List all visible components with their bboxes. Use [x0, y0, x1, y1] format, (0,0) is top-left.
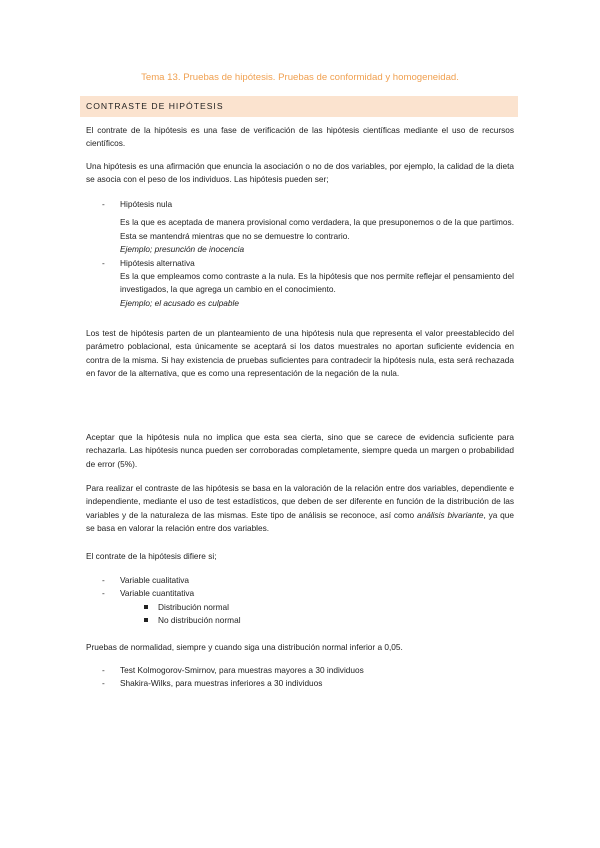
variable-label: Variable cuantitativa — [120, 588, 195, 599]
hypothesis-example: Ejemplo; presunción de inocencia — [120, 244, 245, 255]
hypothesis-example: Ejemplo; el acusado es culpable — [120, 297, 239, 308]
variables-list — [86, 574, 514, 628]
tests-list — [86, 664, 514, 691]
list-item — [86, 257, 514, 270]
list-item — [86, 664, 514, 677]
dash-bullet: - — [102, 575, 105, 585]
dash-bullet: - — [102, 199, 105, 209]
test-label: Shakira-Wilks, para muestras inferiores a 30 individuos — [120, 678, 323, 689]
test-label: Test Kolmogorov-Smirnov, para muestras mayores a 30 individuos — [120, 665, 364, 675]
paragraph-contrast — [86, 482, 514, 536]
section-header — [80, 96, 518, 117]
paragraph-differs: El contrate de la hipótesis difiere si; — [86, 551, 217, 561]
paragraph-text: Para realizar el contraste de las hipótesis se basa en la valoración de la relación entre dos variables, dependiente e independiente, mediante el uso de test estadísticos, que deben de ser diferente en función de la distribución de las variables y de la naturaleza de las mismas. Este tipo de análisis se reconoce, así como — [86, 483, 514, 520]
hypothesis-description: Es la que es aceptada de manera provisional como verdadera, la que presuponemos o de la que partimos. Esta se mantendrá mientras que no se demuestre lo contrario. — [120, 217, 514, 241]
section-header-label: CONTRASTE DE HIPÓTESIS — [86, 101, 224, 111]
hypothesis-list — [86, 198, 514, 310]
paragraph-intro: El contrate de la hipótesis es una fase de verificación de las hipótesis científicas mediante el uso de recursos científicos. — [86, 125, 514, 149]
distribution-label: Distribución normal — [158, 601, 230, 612]
dash-bullet: - — [102, 665, 105, 675]
square-bullet-icon — [144, 605, 148, 609]
dash-bullet: - — [102, 588, 105, 599]
hypothesis-label: Hipótesis nula — [120, 199, 173, 209]
list-item — [86, 677, 514, 690]
hypothesis-label: Hipótesis alternativa — [120, 257, 195, 268]
list-item — [86, 601, 514, 614]
distribution-label: No distribución normal — [158, 615, 241, 626]
list-item — [86, 587, 514, 600]
list-item — [86, 574, 514, 587]
square-bullet-icon — [144, 618, 148, 622]
list-item — [86, 614, 514, 627]
paragraph-definition: Una hipótesis es una afirmación que enuncia la asociación o no de dos variables, por ejemplo, la calidad de la dieta se asocia con el peso de los individuos. Las hipótesis pueden ser; — [86, 161, 514, 185]
list-item — [86, 198, 514, 211]
paragraph-text: , ya que se basa en valorar la relación entre dos variables. — [86, 509, 514, 534]
paragraph-hypothesis-tests: Los test de hipótesis parten de un planteamiento de una hipótesis nula que representa el valor preestablecido del parámetro poblacional, esta únicamente se aceptará si los datos muestrales no aportan suficiente evidencia en contra de la misma. Si hay existencia de pruebas suficientes para contradecir la hipótesis nula, esta será rechazada en favor de la alternativa, que es como una representación de la negación de la nula. — [86, 328, 514, 379]
paragraph-emphasis: análisis bivariante — [416, 509, 484, 520]
dash-bullet: - — [102, 257, 105, 268]
paragraph-normality: Pruebas de normalidad, siempre y cuando siga una distribución normal inferior a 0,05. — [86, 642, 403, 652]
variable-label: Variable cualitativa — [120, 575, 190, 585]
hypothesis-description: Es la que empleamos como contraste a la nula. Es la hipótesis que nos permite reflejar el pensamiento del investigados, la que agrega un cambio en el conocimiento. — [120, 271, 514, 295]
dash-bullet: - — [102, 678, 105, 689]
document-title: Tema 13. Pruebas de hipótesis. Pruebas de conformidad y homogeneidad. — [141, 72, 459, 83]
paragraph-acceptance: Aceptar que la hipótesis nula no implica que esta sea cierta, sino que se carece de evidencia suficiente para rechazarla. Las hipótesis nunca pueden ser corroboradas completamente, siempre queda un margen o probabilidad de error (5%). — [86, 432, 514, 469]
